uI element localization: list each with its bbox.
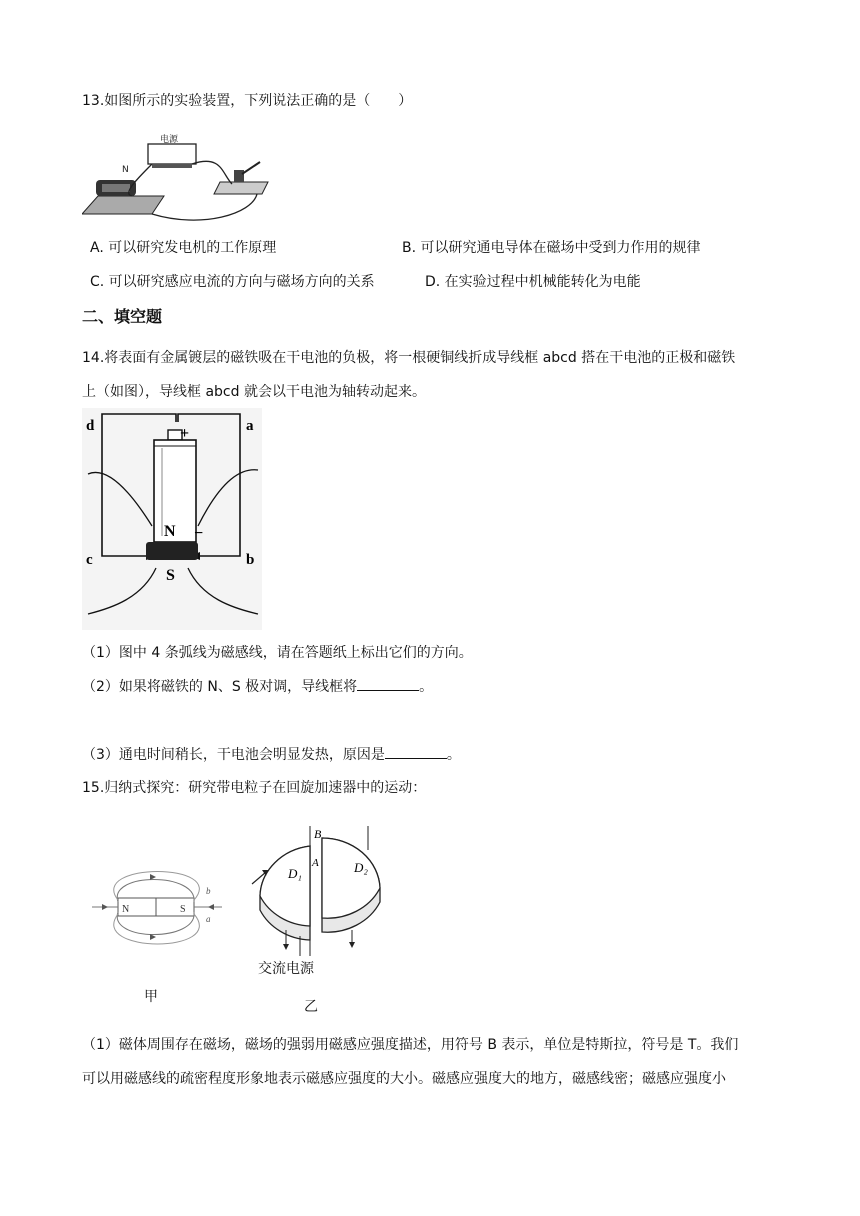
q13-option-b: B. 可以研究通电导体在磁场中受到力作用的规律 [402, 240, 701, 256]
q14-label-d: d [86, 418, 95, 434]
q15-jia-s: S [180, 904, 186, 915]
q14-label-s: S [166, 567, 175, 584]
q14-label-b: b [246, 552, 255, 568]
q13-option-d: D. 在实验过程中机械能转化为电能 [425, 274, 641, 290]
q14-sub2-blank[interactable] [357, 676, 419, 691]
q15-jia-b: b [206, 886, 211, 896]
q14-sub3-end: 。 [446, 747, 461, 763]
q15-yi-a: A [312, 857, 319, 869]
q13-stem: 13.如图所示的实验装置，下列说法正确的是（ ） [82, 93, 413, 109]
q14-label-minus: − [194, 525, 204, 542]
q15-sub1-line2: 可以用磁感线的疏密程度形象地表示磁感应强度的大小。磁感应强度大的地方，磁感线密；磁感应强度小 [82, 1071, 726, 1087]
q14-label-a: a [246, 418, 254, 434]
q14-sub2-text: （2）如果将磁铁的 N、S 极对调，导线框将 [82, 679, 358, 695]
q14-figure [82, 408, 262, 630]
q14-sub1: （1）图中 4 条弧线为磁感线，请在答题纸上标出它们的方向。 [82, 645, 473, 661]
q13-option-a: A. 可以研究发电机的工作原理 [90, 240, 277, 256]
q14-sub3-blank[interactable] [385, 744, 447, 759]
q15-caption-yi: 乙 [304, 999, 318, 1015]
q13-magnet-n: N [122, 165, 129, 175]
q14-label-n: N [164, 523, 176, 540]
q15-yi-b: B [314, 827, 322, 841]
q14-label-c: c [86, 552, 93, 568]
q13-option-c: C. 可以研究感应电流的方向与磁场方向的关系 [90, 274, 375, 290]
q15-stem: 15.归纳式探究：研究带电粒子在回旋加速器中的运动： [82, 780, 427, 796]
q14-stem-line2: 上（如图），导线框 abcd 就会以干电池为轴转动起来。 [82, 384, 426, 400]
q14-sub2 [82, 676, 433, 696]
q15-jia-n: N [122, 904, 130, 915]
q15-jia-a: a [206, 914, 211, 924]
q13-power-label: 电源 [160, 135, 179, 145]
q14-stem-line1: 14.将表面有金属镀层的磁铁吸在干电池的负极，将一根硬铜线折成导线框 abcd 搭在干电池的正极和磁铁 [82, 350, 736, 366]
q15-figure-jia [88, 862, 238, 972]
section-title: 二、填空题 [82, 307, 163, 326]
q14-sub3 [82, 744, 461, 764]
q15-sub1-line1: （1）磁体周围存在磁场，磁场的强弱用磁感应强度描述，用符号 B 表示，单位是特斯拉，符号是 T。我们 [82, 1037, 739, 1053]
q15-yi-d2: D₂ [354, 860, 368, 875]
q15-yi-power: 交流电源 [258, 961, 314, 977]
q15-yi-d1: D₁ [288, 866, 302, 881]
q15-figure-yi [250, 826, 400, 976]
q14-sub3-text: （3）通电时间稍长，干电池会明显发热，原因是 [82, 747, 385, 763]
q14-label-plus: + [180, 425, 190, 442]
q15-caption-jia: 甲 [144, 989, 158, 1005]
q14-sub2-end: 。 [419, 679, 434, 695]
q13-figure [82, 134, 272, 222]
